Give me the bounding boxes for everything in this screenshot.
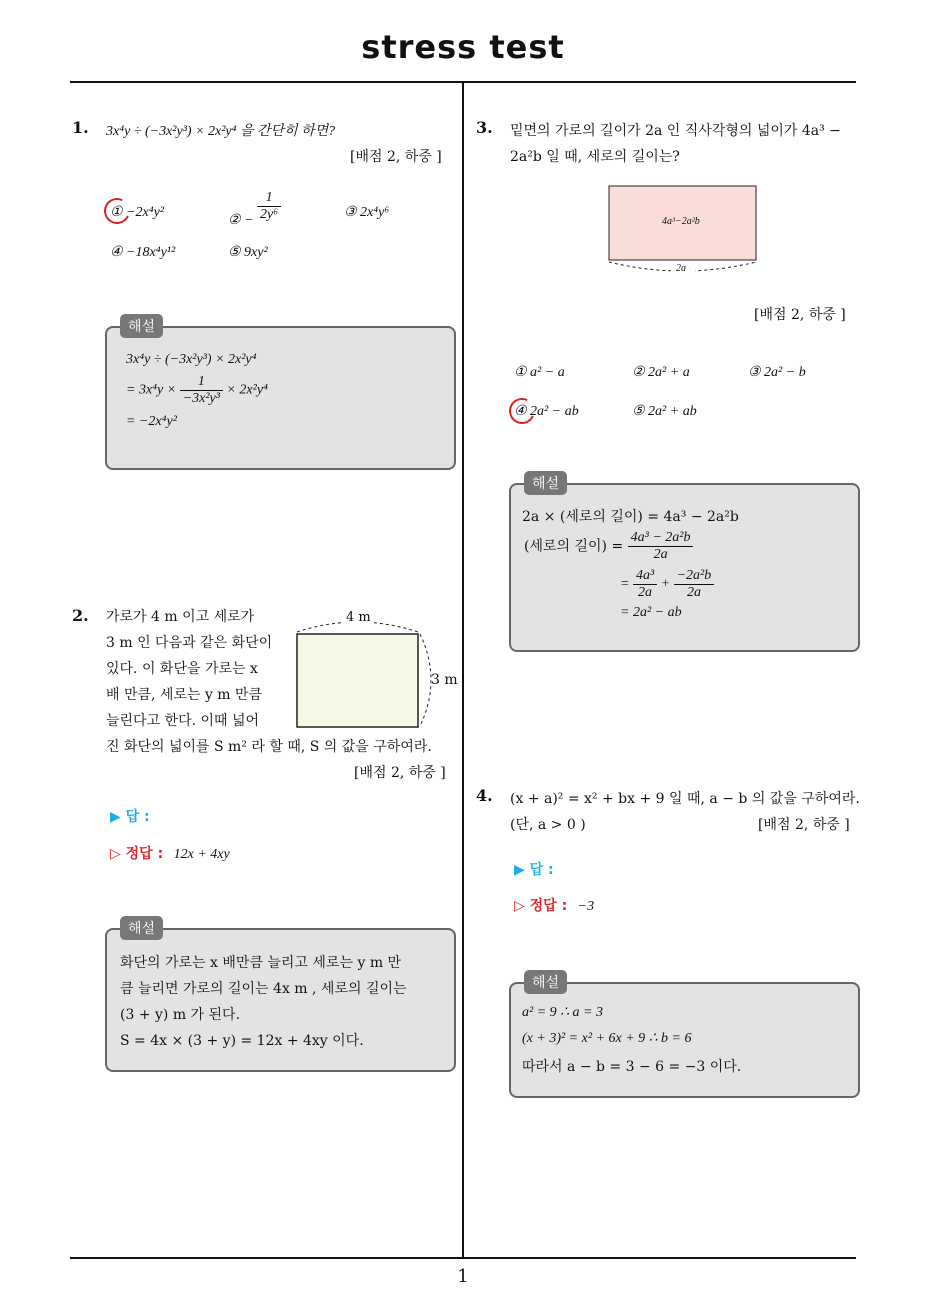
q4-correct-value: −3 <box>577 899 595 914</box>
q2-correct-value: 12x + 4xy <box>173 847 230 862</box>
q2-fig-top-label: 4 m <box>346 610 371 625</box>
q3-sol-line-2-lead: (세로의 길이) = <box>524 538 624 555</box>
q2-correct-label: ▷ 정답 : <box>110 846 164 862</box>
fraction-numerator: 1 <box>257 190 281 207</box>
q3-number: 3. <box>476 118 493 137</box>
q4-correct-label: ▷ 정답 : <box>514 898 568 914</box>
q4-number: 4. <box>476 786 493 805</box>
q4-condition: (단, a > 0 ) <box>510 817 586 833</box>
q2-sol-line-1: 화단의 가로는 x 배만큼 늘리고 세로는 y m 만 <box>120 955 402 971</box>
q1-choice-1[interactable]: ① −2x⁴y² <box>110 205 164 220</box>
q1-choice-2-fraction <box>257 190 281 223</box>
q1-choice-2-sign: − <box>244 212 254 228</box>
q1-sol-fraction <box>180 374 223 407</box>
q3-sol-fraction-2 <box>633 568 657 601</box>
q2-line-3: 있다. 이 화단을 가로는 x <box>106 661 258 677</box>
q4-solution-tag: 해설 <box>524 970 567 994</box>
q4-text: (x + a)² = x² + bx + 9 일 때, a − b 의 값을 구하여라. <box>510 791 860 807</box>
q1-sol-line-1: 3x⁴y ÷ (−3x²y³) × 2x²y⁴ <box>126 352 257 367</box>
q3-choice-4[interactable]: ④ 2a² − ab <box>514 404 579 419</box>
q3-score: [배점 2, 하중 ] <box>754 307 846 323</box>
q1-choice-5[interactable]: ⑤ 9xy² <box>228 245 268 260</box>
q3-fig-bottom-label: 2a <box>676 263 686 274</box>
plus-sign: + <box>660 576 671 592</box>
fraction-denominator: 2a <box>638 585 653 600</box>
q3-sol-line-1: 2a × (세로의 길이) = 4a³ − 2a²b <box>522 509 739 525</box>
q2-number: 2. <box>72 606 89 625</box>
q2-garden-rect <box>297 634 418 727</box>
fraction-denominator: 2a <box>686 585 701 600</box>
q2-solution-tag: 해설 <box>120 916 163 940</box>
q2-line-1: 가로가 4 m 이고 세로가 <box>106 609 255 625</box>
q2-answer-label: ▶ 답 : <box>110 809 150 825</box>
q3-solution-tag: 해설 <box>524 471 567 495</box>
q2-correct <box>110 843 230 863</box>
fraction-numerator: −2a²b <box>674 568 715 585</box>
q1-choice-3[interactable]: ③ 2x⁴y⁶ <box>344 205 390 220</box>
q1-score: [배점 2, 하중 ] <box>350 149 442 165</box>
q2-line-5: 늘린다고 한다. 이때 넓어 <box>106 713 260 729</box>
q3-choice-1[interactable]: ① a² − a <box>514 365 565 380</box>
fraction-denominator: −3x²y³ <box>182 391 220 406</box>
q2-line-6: 진 화단의 넓이를 S m² 라 할 때, S 의 값을 구하여라. <box>106 739 432 755</box>
q1-sol-line-2-lead: = 3x⁴y × <box>126 382 177 398</box>
equals-sign: = <box>620 576 630 592</box>
q3-choice-5[interactable]: ⑤ 2a² + ab <box>632 404 697 419</box>
fraction-numerator: 4a³ − 2a²b <box>628 530 694 547</box>
q1-number: 1. <box>72 118 89 137</box>
q3-choice-3[interactable]: ③ 2a² − b <box>748 365 806 380</box>
q2-sol-line-2: 큼 늘리면 가로의 길이는 4x m , 세로의 길이는 <box>120 981 407 997</box>
q3-sol-line-2 <box>524 530 693 563</box>
q2-sol-line-3: (3 + y) m 가 된다. <box>120 1007 241 1023</box>
q3-sol-fraction-3 <box>674 568 715 601</box>
q1-choice-4[interactable]: ④ −18x⁴y¹² <box>110 245 176 260</box>
q1-choice-2-label: ② <box>228 212 241 228</box>
q2-right-arc <box>420 634 431 726</box>
q4-sol-line-3: 따라서 a − b = 3 − 6 = −3 이다. <box>522 1059 742 1075</box>
q1-text: 3x⁴y ÷ (−3x²y³) × 2x²y⁴ 을 간단히 하면? <box>106 124 336 139</box>
q3-choice-2[interactable]: ② 2a² + a <box>632 365 690 380</box>
q1-sol-line-2 <box>126 374 268 407</box>
fraction-denominator: 2a <box>653 547 668 562</box>
q3-sol-fraction-1 <box>628 530 694 563</box>
q3-fig-inside-label: 4a³−2a²b <box>662 216 700 227</box>
q1-solution-tag: 해설 <box>120 314 163 338</box>
page-number: 1 <box>457 1266 469 1287</box>
q2-fig-right-label: 3 m <box>431 672 458 688</box>
bottom-rule <box>70 1257 856 1259</box>
q3-line-1: 밑면의 가로의 길이가 2a 인 직사각형의 넓이가 4a³ − <box>510 123 841 139</box>
q1-sol-line-3: = −2x⁴y² <box>126 414 177 429</box>
q4-correct <box>514 895 594 915</box>
q2-sol-line-4: S = 4x × (3 + y) = 12x + 4xy 이다. <box>120 1033 364 1049</box>
q3-sol-line-4: = 2a² − ab <box>620 605 682 620</box>
q4-answer-label: ▶ 답 : <box>514 862 554 878</box>
q3-line-2: 2a²b 일 때, 세로의 길이는? <box>510 149 680 165</box>
fraction-numerator: 1 <box>180 374 223 391</box>
q1-sol-line-2-tail: × 2x²y⁴ <box>226 382 268 398</box>
page-title: stress test <box>361 28 565 66</box>
q3-sol-line-3 <box>620 568 714 601</box>
q2-line-2: 3 m 인 다음과 같은 화단이 <box>106 635 273 651</box>
q1-choice-2[interactable] <box>228 190 281 228</box>
q4-score: [배점 2, 하중 ] <box>758 817 850 833</box>
q2-score: [배점 2, 하중 ] <box>354 765 446 781</box>
q2-line-4: 배 만큼, 세로는 y m 만큼 <box>106 687 263 703</box>
q4-sol-line-1: a² = 9 ∴ a = 3 <box>522 1005 603 1020</box>
fraction-numerator: 4a³ <box>633 568 657 585</box>
q4-sol-line-2: (x + 3)² = x² + 6x + 9 ∴ b = 6 <box>522 1031 692 1046</box>
fraction-denominator: 2y⁶ <box>260 207 279 222</box>
column-divider <box>462 83 464 1259</box>
q2-solution-box <box>105 928 456 1072</box>
